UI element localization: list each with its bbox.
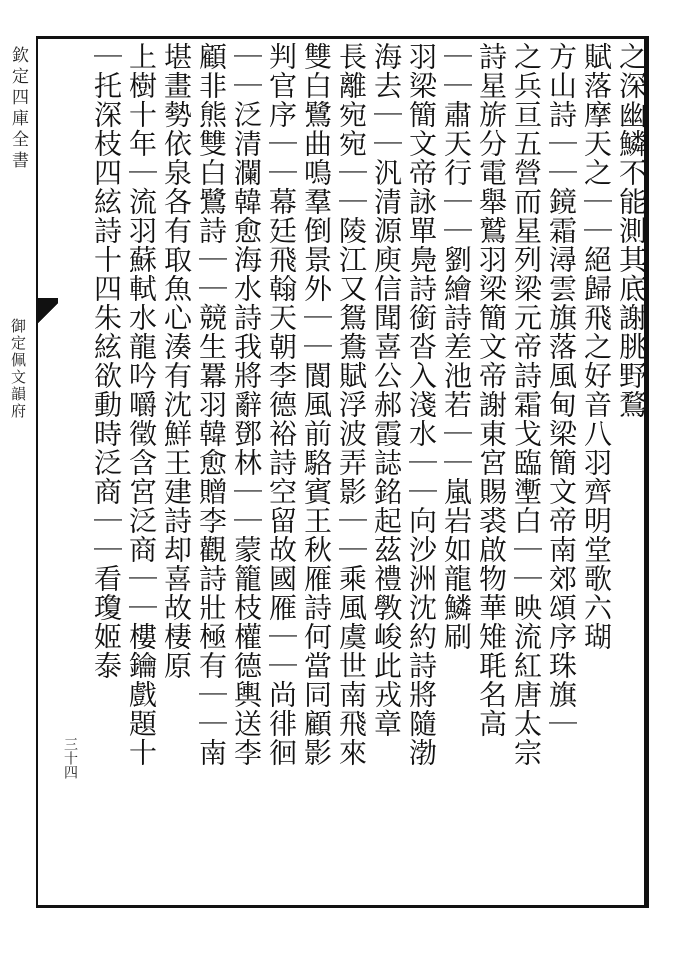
page-border-left <box>36 36 38 908</box>
section-title: 御定佩文韻府 <box>9 318 27 420</box>
text-column: 顧非熊雙白鷺詩｜｜競生羃羽韓愈贈李觀詩壯極有｜｜南 <box>195 42 228 767</box>
fishtail-mark <box>38 298 58 324</box>
text-column: 羽梁簡文帝詠單鳧詩銜沓入淺水｜｜向沙洲沈約詩將隨渤 <box>405 42 438 767</box>
text-column: ｜｜肅天行｜｜劉繪詩差池若｜｜嵐岩如龍鱗刷 <box>440 42 473 651</box>
text-column: 上樹十年｜流羽蘇軾水龍吟嚼徵含宮泛商｜｜樓鑰戲題十 <box>125 42 158 767</box>
text-column: 方山詩｜｜鏡霜潯雲旗落風甸梁簡文帝南郊頌序珠旗｜ <box>545 42 578 738</box>
text-column: 長離宛宛｜｜陵江又鴛鴦賦浮波弄影｜｜乘風虞世南飛來 <box>335 42 368 767</box>
text-column: 雙白鷺曲鳴羣倒景外｜｜閬風前駱賓王秋雁詩何當同顧影 <box>300 42 333 767</box>
text-column: 之深幽鱗不能測其底謝朓野鶩 <box>615 42 648 419</box>
page-border-bottom <box>36 905 648 908</box>
page-margin <box>0 36 36 908</box>
text-column: 賦落摩天之｜｜絕歸飛之好音八羽齊明堂歌六瑚 <box>580 42 613 651</box>
text-column: 之兵亘五營而星列梁元帝詩霜戈臨壍白｜｜映流紅唐太宗 <box>510 42 543 767</box>
main-text <box>60 42 648 902</box>
text-column: 判官序｜｜幕廷飛翰天朝李德裕詩空留故國雁｜｜尚徘徊 <box>265 42 298 767</box>
text-column: 詩星旂分電舉鷲羽梁簡文帝謝東宮賜裘啟物華雉毦名高 <box>475 42 508 738</box>
page-border-top <box>36 36 648 39</box>
text-column: ｜｜泛清瀾韓愈海水詩我將辭鄧林｜｜蒙籠枝權德輿送李 <box>230 42 263 767</box>
page-number: 三十四 <box>62 737 78 779</box>
text-column: 堪畫勢依泉各有取魚心湊有沈鮮王建詩却喜故棲原 <box>160 42 193 680</box>
book-title: 欽定四庫全書 <box>8 46 28 172</box>
text-column: ｜托深枝四絃詩十四朱絃欲動時泛商｜｜看瓊姬泰 <box>90 42 123 680</box>
text-column: 海去｜｜汎清源庾信聞喜公郝霞誌銘起茲禮斆峻此戎章 <box>370 42 403 738</box>
